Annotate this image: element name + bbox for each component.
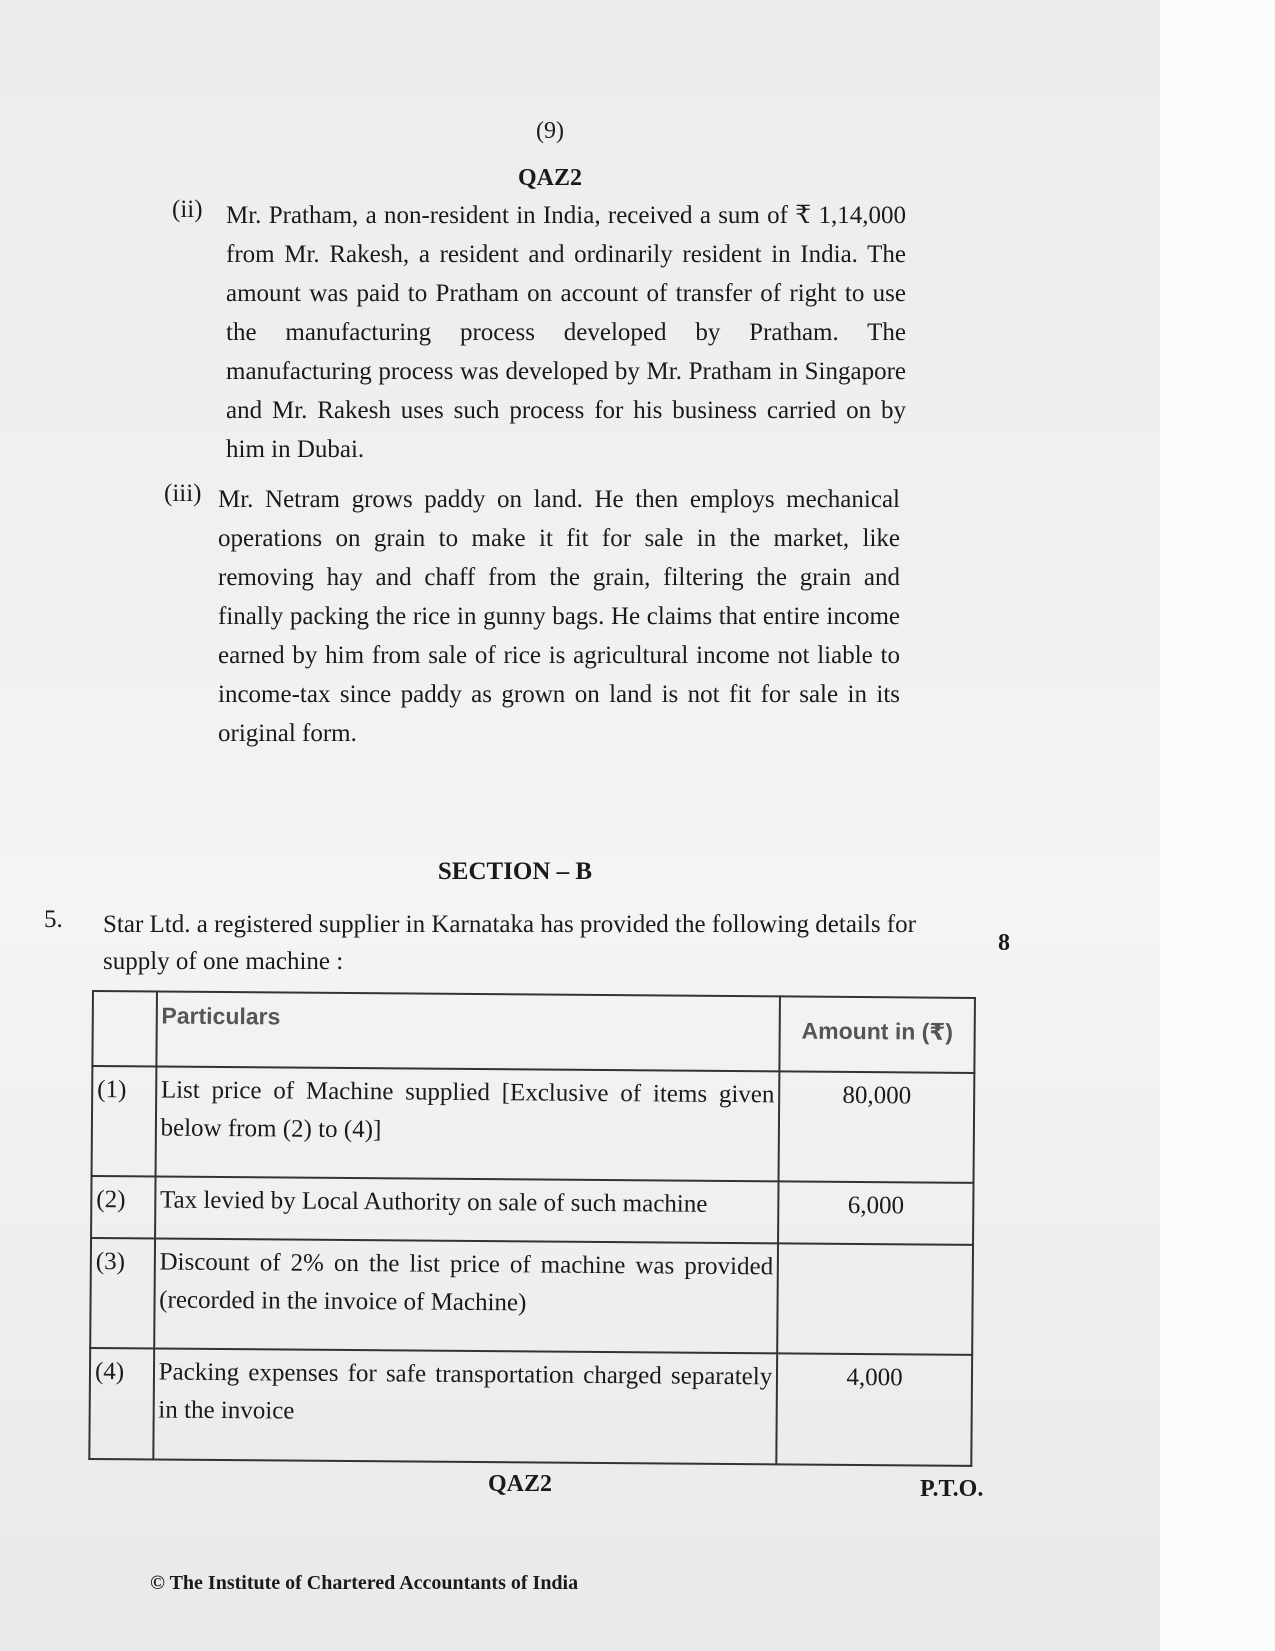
header-sn-cell: [92, 991, 156, 1066]
question-number: 5.: [44, 906, 63, 933]
table-row: [91, 1176, 973, 1245]
row-sn: (2): [91, 1176, 155, 1238]
page-number: (9): [536, 118, 564, 144]
section-heading: SECTION – B: [437, 858, 593, 885]
item-label: (iii): [164, 480, 202, 507]
row-amount: 4,000: [777, 1354, 973, 1466]
table-row: [90, 1238, 973, 1355]
copyright-notice: © The Institute of Chartered Accountants of India: [150, 1572, 579, 1594]
header-amount: Amount in (₹): [780, 996, 975, 1072]
table-header-row: [92, 991, 975, 1072]
row-particulars: List price of Machine supplied [Exclusive of items given below from (2) to (4)]: [155, 1066, 779, 1181]
header-particulars: Particulars: [156, 992, 780, 1071]
footer-paper-code: QAZ2: [487, 1471, 552, 1497]
question-marks: 8: [998, 930, 1010, 956]
table-row: [92, 1066, 975, 1183]
row-sn: (1): [92, 1066, 157, 1177]
row-sn: (4): [89, 1348, 154, 1459]
item-text: Mr. Pratham, a non-resident in India, received a sum of ₹ 1,14,000 from Mr. Rakesh, a resident and ordinarily resident in India. The amount was paid to Pratham on account of transfer of right to use the manufacturing process developed by Pratham. The manufacturing process was developed by Mr. Pratham in Singapore and Mr. Rakesh uses such process for his business carried on by him in Dubai.: [226, 202, 906, 463]
table-row: [89, 1348, 972, 1466]
row-particulars: Discount of 2% on the list price of machine was provided (recorded in the invoice of Machine): [154, 1238, 778, 1353]
details-table: [88, 990, 976, 1467]
row-amount: 6,000: [778, 1182, 973, 1245]
item-label: (ii): [172, 196, 203, 223]
paper-code: QAZ2: [517, 165, 582, 191]
page-margin: [1160, 0, 1275, 1651]
row-amount: [777, 1243, 973, 1355]
question-text: Star Ltd. a registered supplier in Karnataka has provided the following details for supply of one machine :: [103, 911, 916, 975]
row-particulars: Packing expenses for safe transportation charged separately in the invoice: [153, 1349, 777, 1465]
row-sn: (3): [90, 1238, 155, 1349]
row-particulars: Tax levied by Local Authority on sale of such machine: [155, 1177, 779, 1244]
please-turn-over: P.T.O.: [920, 1476, 984, 1502]
item-text: Mr. Netram grows paddy on land. He then employs mechanical operations on grain to make it fit for sale in the market, like removing hay and chaff from the grain, filtering the grain and finally packing the rice in gunny bags. He claims that entire income earned by him from sale of rice is agricultural income not liable to income-tax since paddy as grown on land is not fit for sale in its original form.: [218, 486, 900, 747]
row-amount: 80,000: [779, 1071, 975, 1183]
